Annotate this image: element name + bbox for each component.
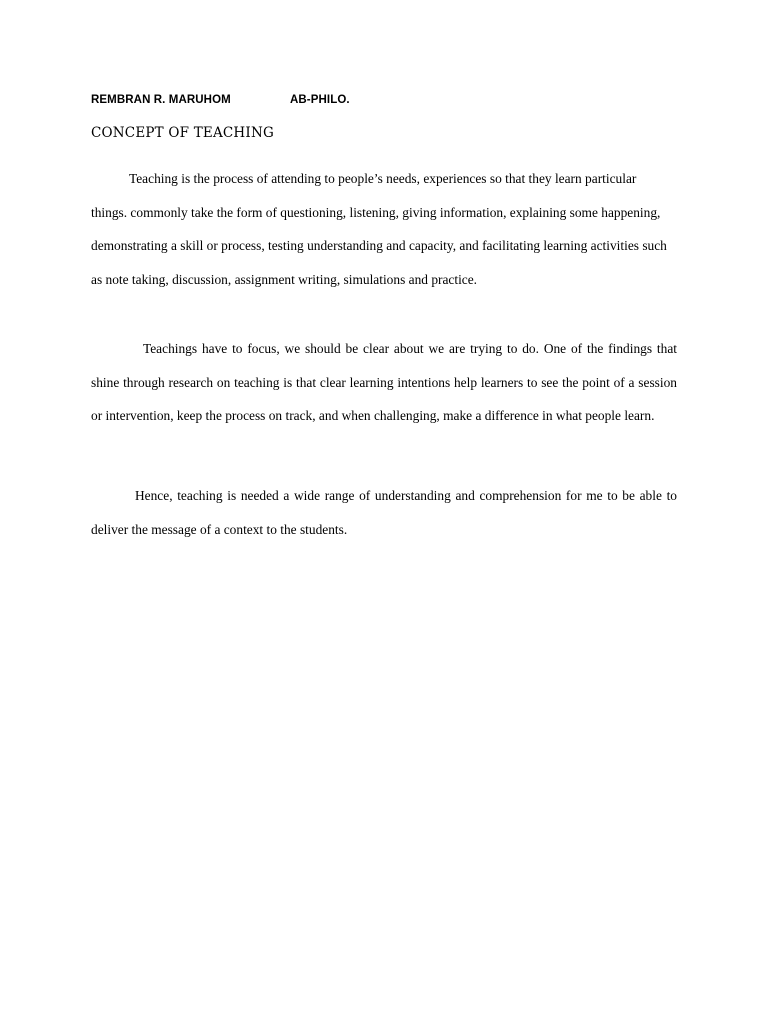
author-name: REMBRAN R. MARUHOM bbox=[91, 94, 231, 106]
course-label: AB-PHILO. bbox=[290, 94, 350, 106]
paragraph-1: Teaching is the process of attending to people’s needs, experiences so that they learn particular things. commonly take the form of questioning, listening, giving information, explaining some happening, demonstrating a skill or process, testing understanding and capacity, and facilitating learning activities such as note taking, discussion, assignment writing, simulations and practice. bbox=[91, 171, 667, 287]
paragraph-2: Teachings have to focus, we should be clear about we are trying to do. One of the findings that shine through research on teaching is that clear learning intentions help learners to see the point of a session or intervention, keep the process on track, and when challenging, make a difference in what people learn. bbox=[91, 341, 677, 423]
document-title: CONCEPT OF TEACHING bbox=[91, 125, 274, 141]
paragraph-3: Hence, teaching is needed a wide range of understanding and comprehension for me to be able to deliver the message of a context to the students. bbox=[91, 488, 677, 537]
